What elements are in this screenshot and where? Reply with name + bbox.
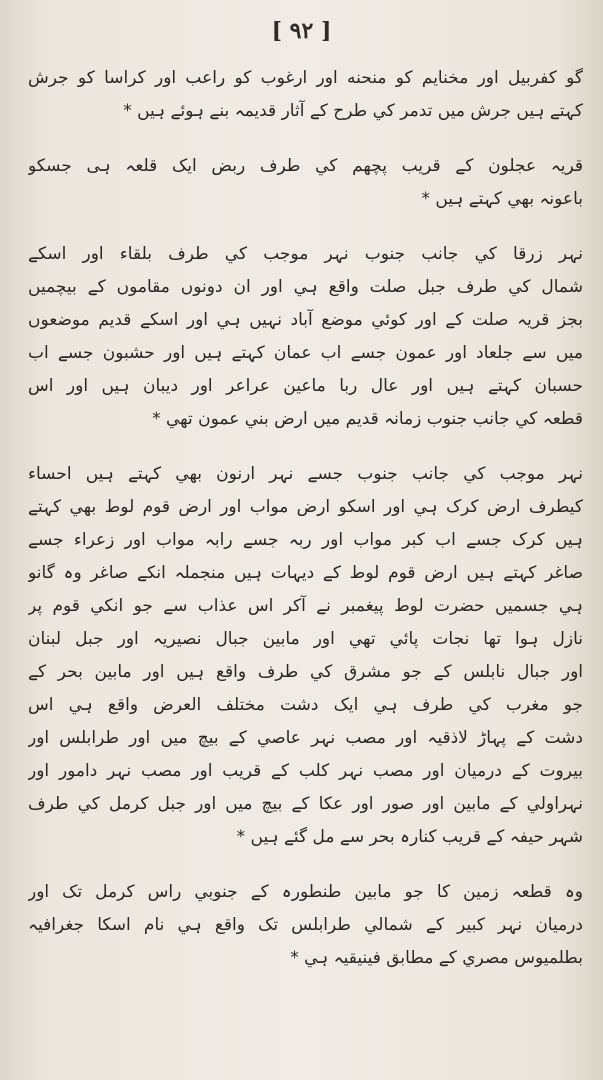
text-line: دشت کے پہاڑ لاذقيہ اور مصب نہر عاصي کے بيچ میں اور طرابلس اور: [28, 728, 583, 748]
text-line: وہ قطعہ زمين کا جو مابين طنطورہ کے جنوبي راس کرمل تک اور: [28, 882, 583, 902]
text-line: میں سے جلعاد اور عمون جسے اب عمان کہتے ہیں اور حشبون جسے اب: [28, 343, 583, 363]
text-line: کہتے ہیں جرش میں تدمر کي طرح کے آثار قديمہ بنے ہوئے ہیں *: [123, 101, 583, 121]
text-line: بيروت کے درميان اور مصب نہر کلب کے قريب اور مصب نہر دامور اور: [28, 761, 583, 781]
text-line: ہيں کرک جسے اب کبر مواب اور ربہ جسے رابہ مواب اور زعراء جسے: [28, 530, 583, 550]
page-number: [ ٩٢ ]: [271, 18, 332, 44]
text-line: قطعہ کي جانب جنوب زمانہ قديم میں ارض بني عمون تهي *: [152, 409, 583, 429]
text-line: بطلميوس مصري کے مطابق فينيقيہ ہي *: [290, 948, 583, 968]
text-line: حسبان کہتے ہیں اور عال ربا ماعين عراعر اور ديبان ہیں اور اس: [28, 376, 583, 396]
text-line: کيطرف ارض کرک ہي اور اسکو ارض مواب اور ارض قوم لوط بهي کہتے: [28, 497, 583, 517]
paragraph-1: [28, 62, 583, 128]
text-line: شمال کي طرف جبل صلت واقع ہي اور ان دونوں مقاموں کے بيچمیں: [28, 277, 583, 297]
text-line: نہراولي کے مابين اور صور اور عکا کے بيچ میں اور جبل کرمل کي طرف: [28, 794, 583, 814]
text-line: شہر حيفہ کے قريب کنارہ بحر سے مل گئے ہيں *: [236, 827, 583, 847]
text-line: نہر موجب کي جانب جنوب جسے نہر ارنون بهي کہتے ہیں احساء: [28, 464, 583, 484]
text-line: اور جبال نابلس کے جو مشرق کي طرف واقع ہيں اور مابين بحر کے: [28, 662, 583, 682]
text-line: نہر زرقا کي جانب جنوب نہر موجب کي طرف بلقاء اور اسکے: [28, 244, 583, 264]
text-line: نازل ہوا تها نجات پائي تهي اور مابين جبال نصيريہ اور جبل لبنان: [28, 629, 583, 649]
text-line: صاغر کہتے ہیں ارض قوم لوط کے ديہات ہيں منجملہ انکے صاغر وہ گانو: [28, 563, 583, 583]
paragraph-5: [28, 876, 583, 975]
text-line: ہي جسمیں حضرت لوط پيغمبر نے آکر اس عذاب سے جو انکي قوم پر: [28, 596, 583, 616]
text-line: گو کفربيل اور مخنايم کو منحنه اور ارغوب کو راعب اور کراسا کو جرش: [28, 68, 583, 88]
text-line: بجز قريہ صلت کے اور کوئي موضع آباد نہيں ہي اور اسکے قديم موضعوں: [28, 310, 583, 330]
text-line: باعونہ بهي کہتے ہيں *: [421, 189, 583, 209]
text-line: جو مغرب کي طرف ہي ايک دشت مختلف العرض واقع ہي اس: [28, 695, 583, 715]
body-text: [28, 62, 583, 997]
text-line: درميان نہر کبير کے شمالي طرابلس تک واقع ہي نام اسکا جغرافيہ: [28, 915, 583, 935]
paragraph-4: [28, 458, 583, 854]
paragraph-2: [28, 150, 583, 216]
paragraph-3: [28, 238, 583, 436]
text-line: قريہ عجلون کے قريب پچھم کي طرف ربض ايک قلعہ ہی جسکو: [28, 156, 583, 176]
